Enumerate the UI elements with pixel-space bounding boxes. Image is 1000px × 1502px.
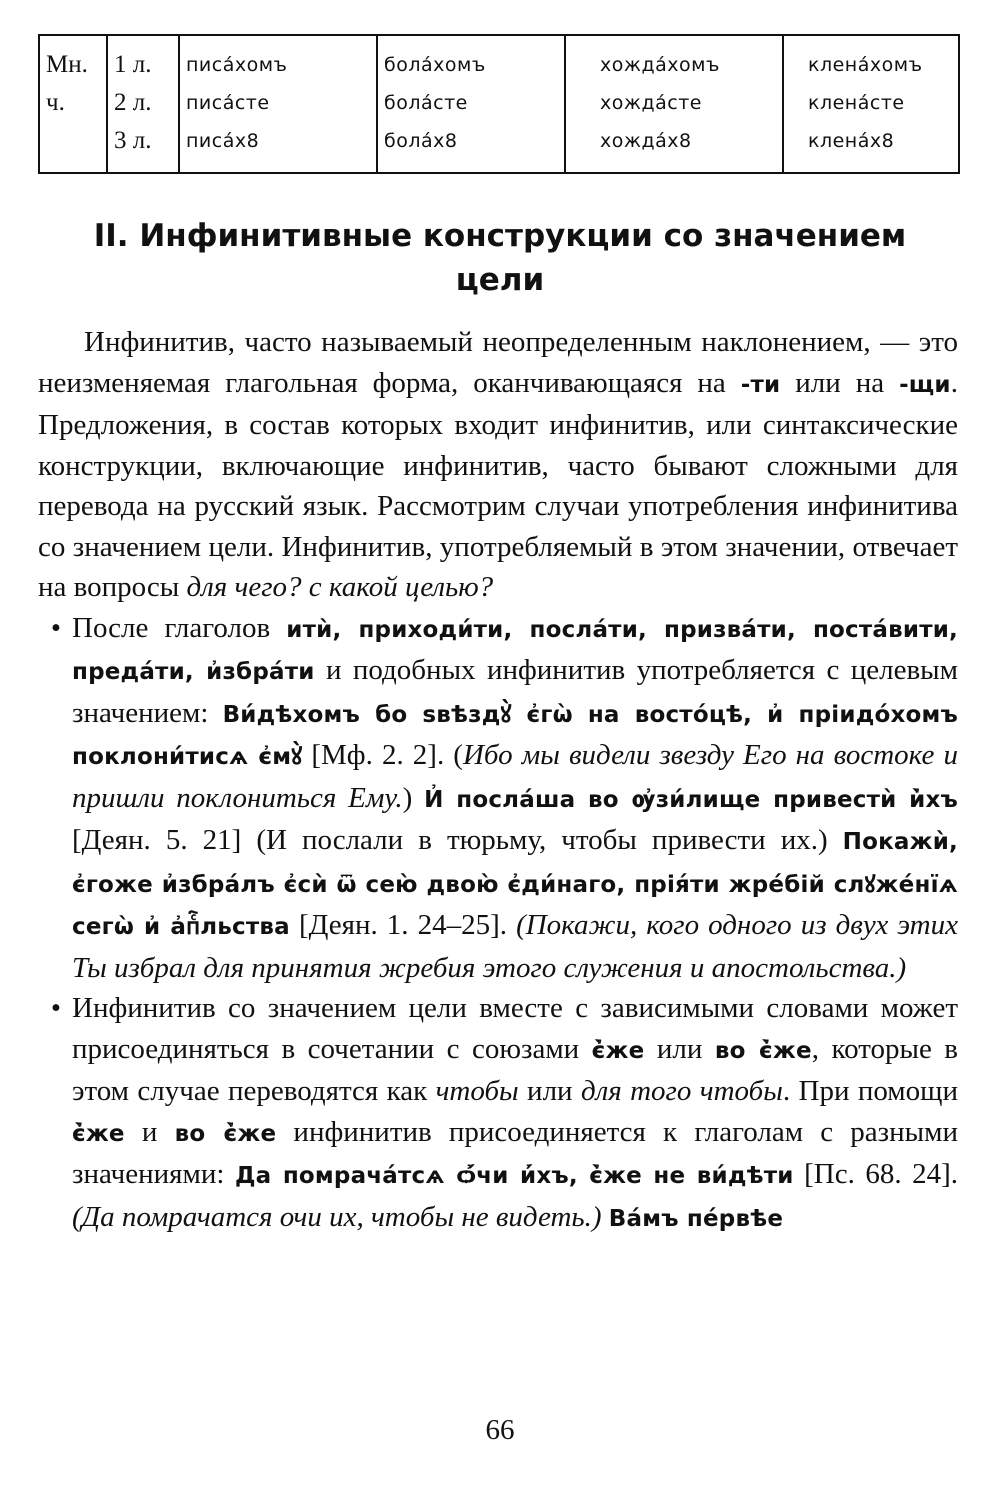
number-label-line: ч. <box>46 89 65 116</box>
heading-line: II. Инфинитивные конструкции со значением <box>93 218 907 254</box>
text-run: . Предложения, в состав которых входит инфинитив, или синтаксические конструкции, включающие инфинитив, часто бывают сложными для перевода на русский язык. Рассмотрим случаи употребления инфинитива со значением цели. Инфинитив, употребляемый в этом значении, отвечает на вопросы <box>38 366 958 603</box>
bullet-paragraph <box>38 608 958 989</box>
text-run <box>602 1201 609 1233</box>
person-label: 2 л. <box>114 89 152 116</box>
verb-form: писа́х8 <box>186 130 260 152</box>
text-run: [Деян. 5. 21] (И послали в тюрьму, чтобы привести их.) <box>72 824 843 856</box>
text-run: и <box>124 1115 175 1148</box>
text-run: или <box>518 1075 581 1107</box>
text-run: или на <box>780 366 900 399</box>
church-slavonic-text: є҆̀же <box>72 1120 125 1147</box>
bullet-paragraph <box>38 988 958 1239</box>
conjugation-table <box>38 34 960 174</box>
church-slavonic-text: Ва́мъ пе́рвѣе <box>608 1205 784 1232</box>
text-run: и подобных инфинитив употребляется с целевым значением: <box>72 654 958 729</box>
page-number: 66 <box>485 1414 515 1446</box>
verb-form: писа́хомъ <box>186 54 288 76</box>
italic-text: для чего? с какой целью? <box>186 571 494 603</box>
table-row <box>39 35 959 173</box>
number-label-line: Мн. <box>46 51 88 78</box>
text-run: Инфинитив со значением цели вместе с зависимыми словами может присоединяться в сочетании с союзами <box>72 992 958 1065</box>
church-slavonic-text: Да помрача́тсѧ ѻ҆́чи и҆́хъ, є҆̀же не ви́дѣти <box>234 1163 794 1189</box>
church-slavonic-text: є҆̀же <box>591 1037 645 1064</box>
text-run: инфинитив присоединяется к глаголам с разными значениями: <box>72 1115 959 1190</box>
bullet-icon: • <box>50 992 62 1024</box>
verb-form: хожда́хомъ <box>600 54 720 76</box>
text-run: [Мф. 2. 2]. ( <box>302 739 463 771</box>
text-run: , которые в этом случае переводятся как <box>72 1032 959 1107</box>
verb-form: бола́хомъ <box>384 54 486 76</box>
church-slavonic-text: И҆ посла́ша во ѹ҆зи́лище привестѝ и҆̀хъ <box>424 786 958 813</box>
person-label: 3 л. <box>114 127 152 154</box>
verb-form: хожда́сте <box>600 92 702 114</box>
church-slavonic-text: Ви́дѣхомъ бо ѕвѣздꙋ̀ є҆гѡ̀ на восто́цѣ, и҆ пріидо́хомъ поклони́тисѧ є҆мꙋ̀ <box>72 701 958 770</box>
verb-column <box>565 35 783 173</box>
bullet-icon: • <box>50 611 62 644</box>
church-slavonic-text: -щи <box>899 371 951 398</box>
text-run: После глаголов <box>72 611 287 644</box>
verb-column <box>377 35 565 173</box>
text-run: ) <box>402 781 425 814</box>
verb-column <box>179 35 377 173</box>
verb-form: бола́сте <box>384 92 468 114</box>
church-slavonic-text: во є҆̀же <box>714 1037 812 1064</box>
italic-text: для того чтобы <box>580 1075 783 1107</box>
church-slavonic-text: Покажѝ, є҆гоже и҆збра́лъ є҆сѝ ѿ сею̀ двою̀ є҆ди́наго, прія́ти жре́бій слꙋже́нїѧ сегѡ̀ и҆ а҆пⷭ҇льства <box>72 829 958 940</box>
verb-form: клена́сте <box>808 92 905 114</box>
verb-form: клена́хомъ <box>808 54 923 76</box>
person-cell <box>107 35 179 173</box>
text-run: [Деян. 1. 24–25]. <box>289 909 517 941</box>
verb-form: хожда́х8 <box>600 130 692 152</box>
verb-form: писа́сте <box>186 92 270 114</box>
heading-line: цели <box>455 262 545 298</box>
italic-text: (Покажи, кого одного из двух этих Ты избрал для принятия жребия этого служения и апостольства.) <box>72 909 958 984</box>
italic-text: чтобы <box>435 1075 519 1107</box>
text-run: [Пс. 68. 24]. <box>793 1158 958 1190</box>
church-slavonic-text: во є҆̀же <box>174 1120 277 1147</box>
number-cell <box>39 35 107 173</box>
church-slavonic-text: итѝ, приходи́ти, посла́ти, призва́ти, поста́вити, преда́ти, и҆збра́ти <box>72 616 958 685</box>
text-run: . При помощи <box>782 1075 958 1107</box>
body-text <box>38 322 958 1239</box>
text-run: или <box>644 1032 715 1065</box>
italic-text: Ибо мы видели звезду Его на востоке и пришли поклониться Ему. <box>72 739 958 814</box>
section-heading <box>40 214 960 302</box>
verb-form: бола́х8 <box>384 130 458 152</box>
verb-column <box>783 35 959 173</box>
person-label: 1 л. <box>114 51 152 78</box>
church-slavonic-text: -ти <box>740 371 781 398</box>
italic-text: (Да помрачатся очи их, чтобы не видеть.) <box>72 1200 602 1233</box>
verb-form: клена́х8 <box>808 130 895 152</box>
intro-paragraph <box>38 322 958 608</box>
text-run: Инфинитив, часто называемый неопределенным наклонением, — это неизменяемая глагольная форма, оканчивающаяся на <box>38 326 958 399</box>
